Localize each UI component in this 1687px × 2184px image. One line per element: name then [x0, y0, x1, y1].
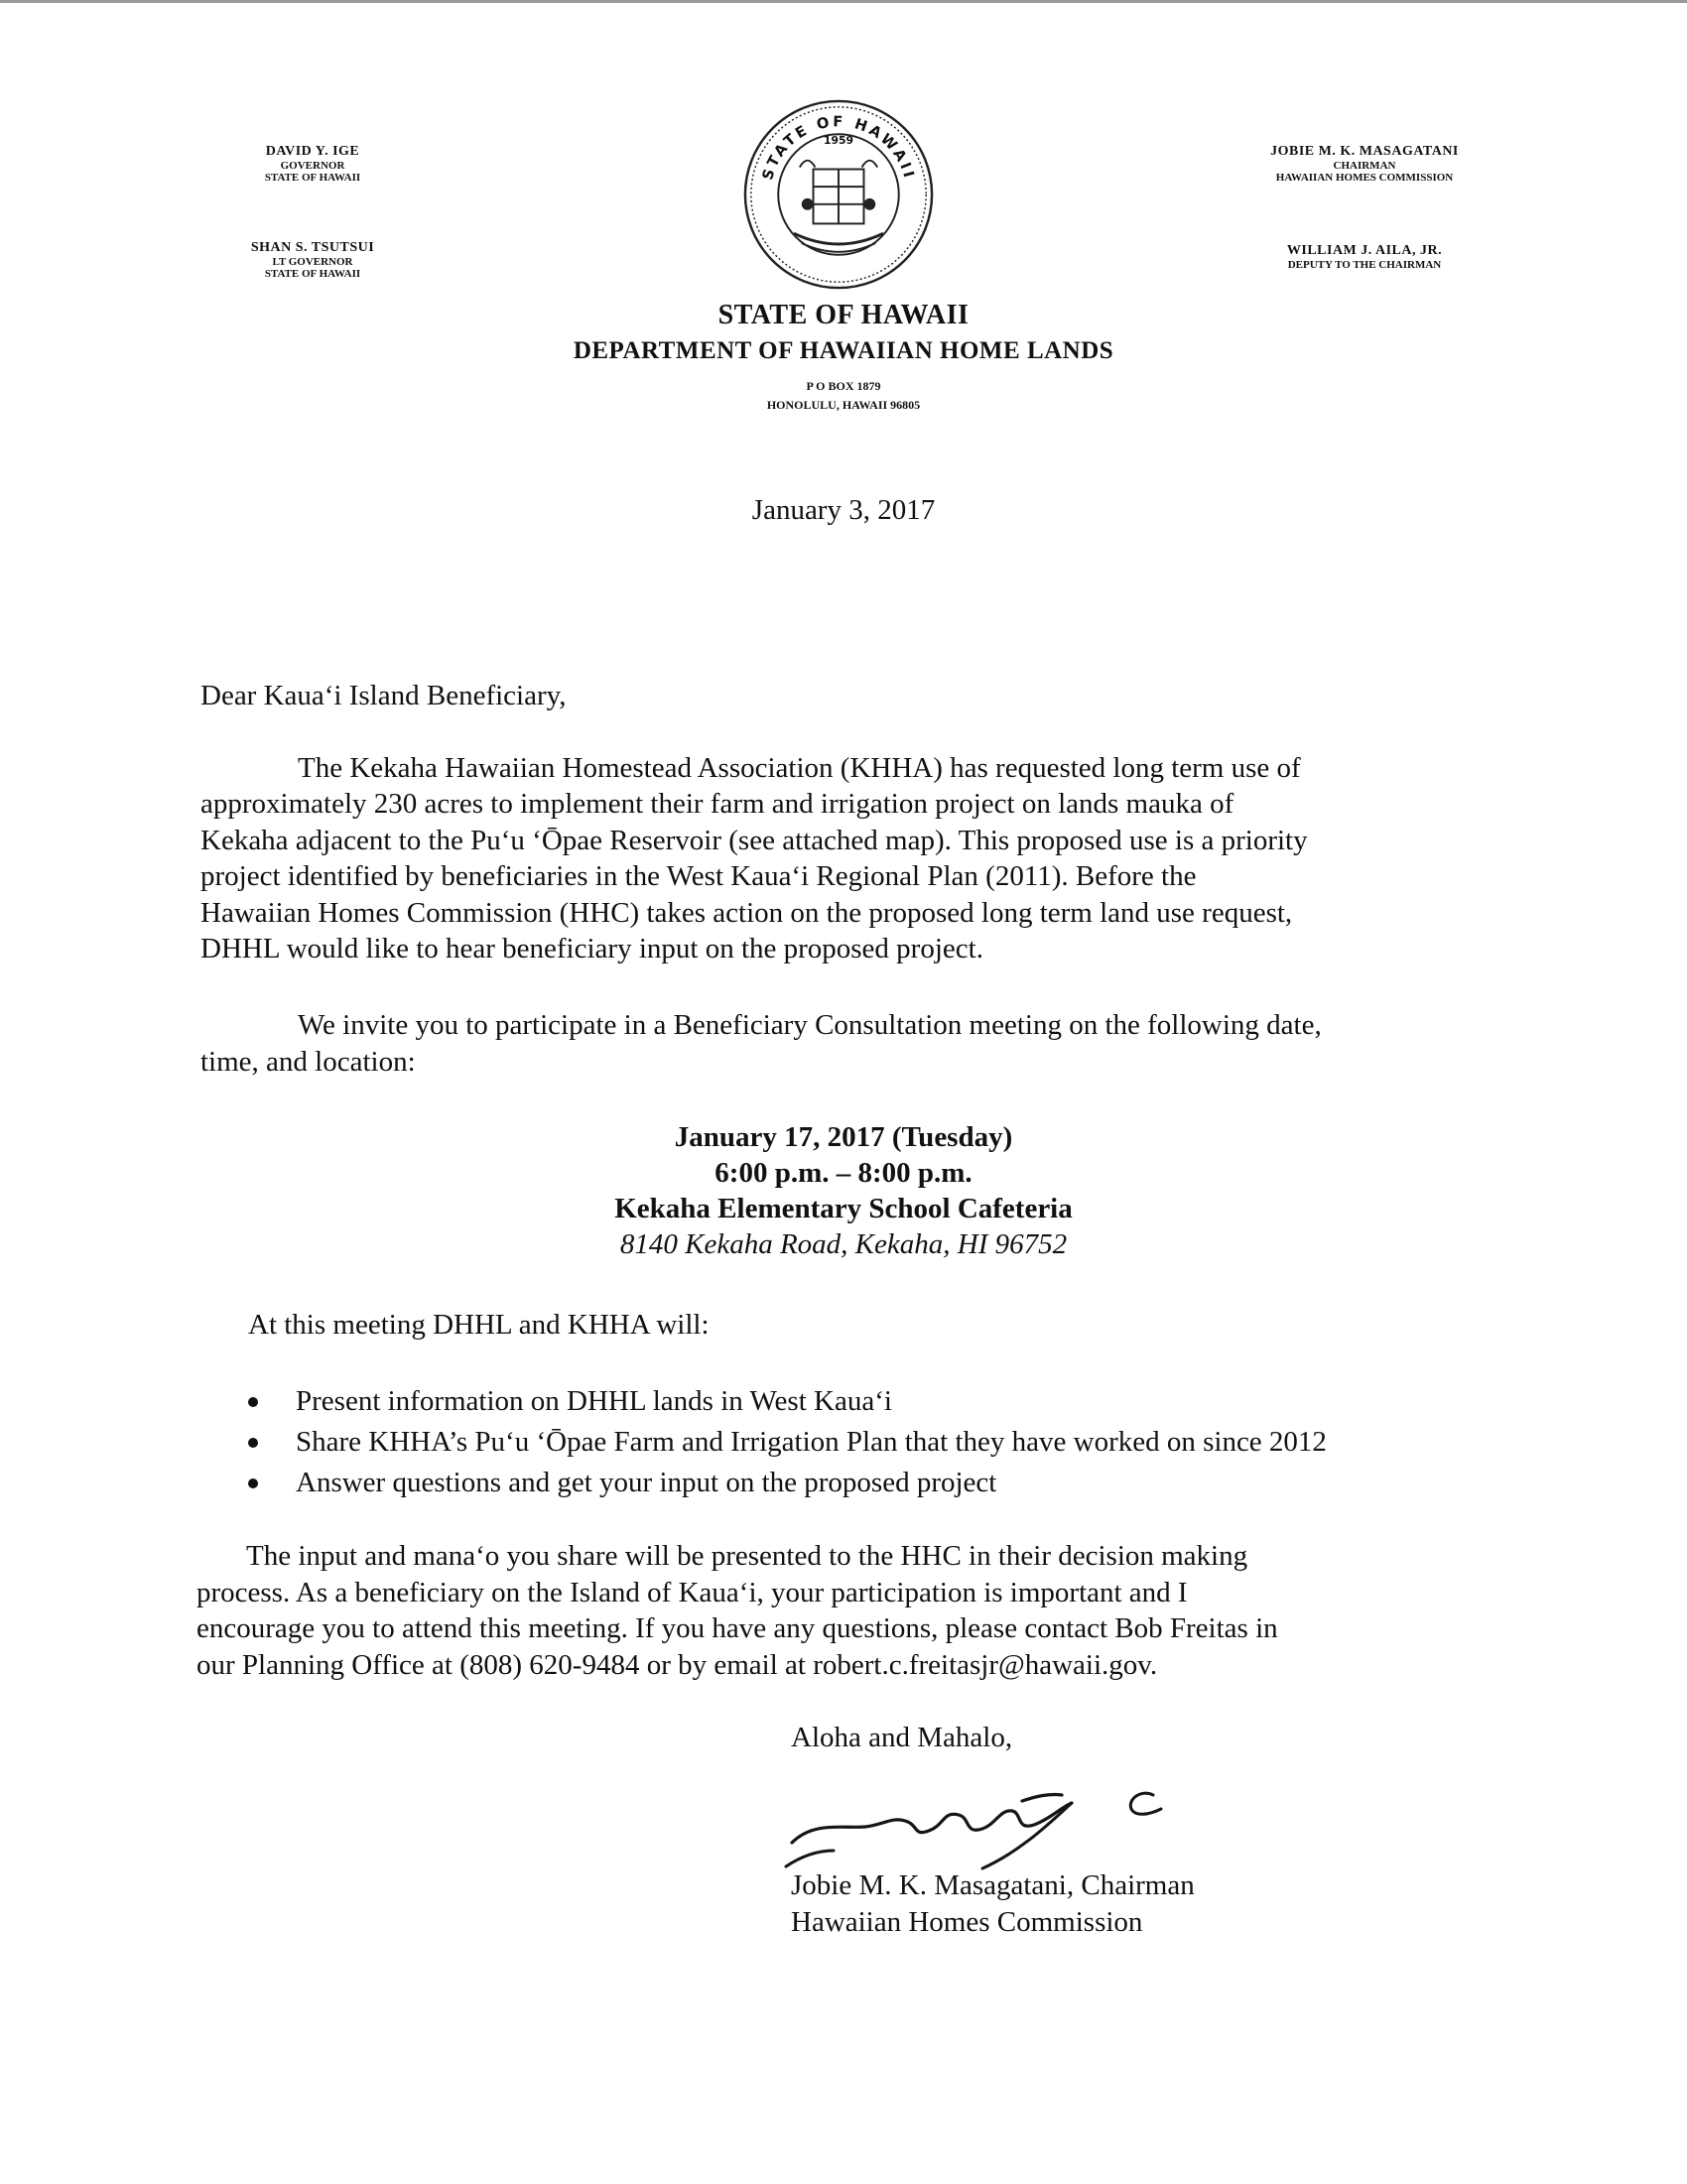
official-title: DEPUTY TO THE CHAIRMAN — [1287, 258, 1442, 271]
official-lt-governor — [198, 240, 427, 280]
agenda-item: Answer questions and get your input on the proposed project — [248, 1463, 1327, 1503]
signer-name: Jobie M. K. Masagatani, Chairman — [791, 1869, 1195, 1901]
meeting-date: January 17, 2017 (Tuesday) — [674, 1121, 1013, 1153]
signature-icon — [774, 1781, 1191, 1880]
official-name: JOBIE M. K. MASAGATANI — [1270, 144, 1459, 159]
letterhead-po-box: P O BOX 1879 — [806, 379, 881, 393]
letter-date: January 3, 2017 — [751, 494, 936, 526]
official-governor — [198, 144, 427, 184]
paragraph-line: The Kekaha Hawaiian Homestead Association (KHHA) has requested long term use of — [298, 752, 1301, 784]
meeting-time: 6:00 p.m. – 8:00 p.m. — [714, 1157, 973, 1189]
closing: Aloha and Mahalo, — [791, 1722, 1013, 1753]
state-seal-icon — [741, 97, 936, 292]
official-title: STATE OF HAWAII — [264, 267, 361, 280]
official-name: WILLIAM J. AILA, JR. — [1286, 243, 1443, 258]
agenda-intro: At this meeting DHHL and KHHA will: — [248, 1309, 710, 1341]
official-name: DAVID Y. IGE — [265, 144, 360, 159]
official-name: SHAN S. TSUTSUI — [250, 240, 375, 255]
salutation: Dear Kaua‘i Island Beneficiary, — [200, 680, 567, 711]
official-title: CHAIRMAN — [1333, 159, 1396, 172]
agenda-item: Present information on DHHL lands in West Kaua‘i — [248, 1381, 1327, 1422]
page-top-edge — [0, 0, 1687, 3]
paragraph-line: We invite you to participate in a Beneficiary Consultation meeting on the following date, — [298, 1009, 1322, 1041]
paragraph-line: Kekaha adjacent to the Pu‘u ‘Ōpae Reservoir (see attached map). This proposed use is a priority — [200, 825, 1308, 856]
meeting-venue: Kekaha Elementary School Cafeteria — [614, 1193, 1073, 1224]
paragraph-line: The input and mana‘o you share will be presented to the HHC in their decision making — [246, 1540, 1248, 1572]
letterhead-city: HONOLULU, HAWAII 96805 — [766, 398, 921, 412]
paragraph-line: encourage you to attend this meeting. If you have any questions, please contact Bob Freitas in — [196, 1612, 1278, 1644]
letterhead-state: STATE OF HAWAII — [717, 300, 970, 330]
official-title: STATE OF HAWAII — [264, 171, 361, 184]
official-title: HAWAIIAN HOMES COMMISSION — [1275, 171, 1454, 184]
agenda-list — [248, 1381, 1327, 1503]
official-title: LT GOVERNOR — [272, 255, 353, 268]
paragraph-line: time, and location: — [200, 1046, 416, 1078]
paragraph-line: DHHL would like to hear beneficiary input on the proposed project. — [200, 933, 983, 964]
official-title: GOVERNOR — [280, 159, 345, 172]
seal-year: 1959 — [824, 134, 853, 148]
paragraph-line: our Planning Office at (808) 620-9484 or by email at robert.c.freitasjr@hawaii.gov. — [196, 1649, 1158, 1681]
signer-organization: Hawaiian Homes Commission — [791, 1906, 1143, 1938]
meeting-address: 8140 Kekaha Road, Kekaha, HI 96752 — [619, 1228, 1068, 1260]
paragraph-line: project identified by beneficiaries in the West Kaua‘i Regional Plan (2011). Before the — [200, 860, 1197, 892]
agenda-item: Share KHHA’s Pu‘u ‘Ōpae Farm and Irrigation Plan that they have worked on since 2012 — [248, 1422, 1327, 1463]
paragraph-line: approximately 230 acres to implement their farm and irrigation project on lands mauka of — [200, 788, 1234, 820]
official-deputy — [1235, 243, 1493, 271]
official-chairman — [1235, 144, 1493, 184]
paragraph-line: Hawaiian Homes Commission (HHC) takes action on the proposed long term land use request, — [200, 897, 1293, 929]
paragraph-line: process. As a beneficiary on the Island of Kaua‘i, your participation is important and I — [196, 1577, 1188, 1608]
seal-lettering: STATE OF HAWAII — [759, 113, 918, 183]
letterhead-department: DEPARTMENT OF HAWAIIAN HOME LANDS — [573, 337, 1114, 364]
